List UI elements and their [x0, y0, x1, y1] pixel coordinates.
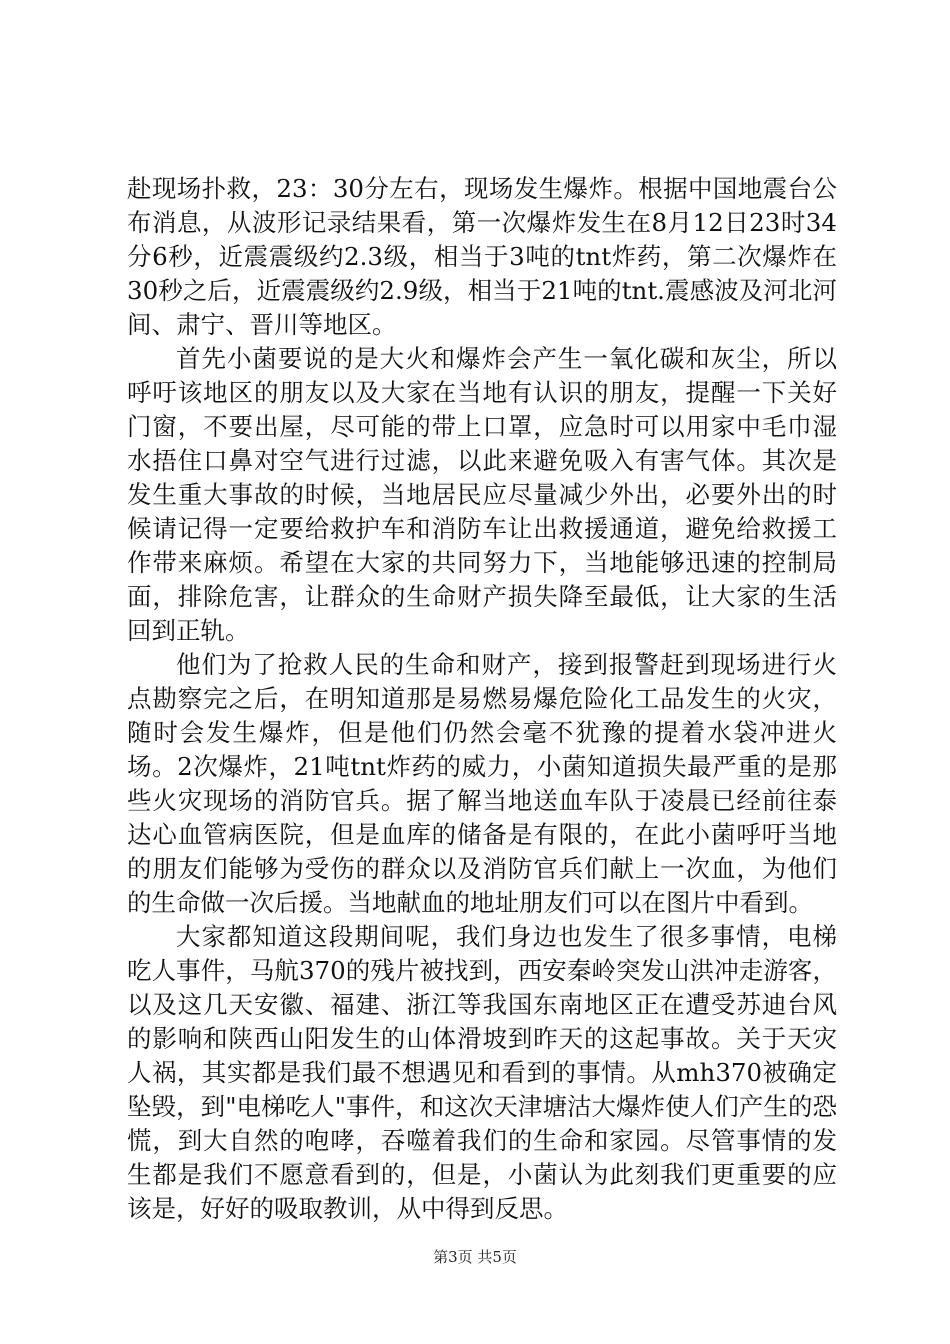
paragraph: 首先小菌要说的是大火和爆炸会产生一氧化碳和灰尘，所以呼吁该地区的朋友以及大家在当地有认识的朋友，提醒一下关好门窗，不要出屋，尽可能的带上口罩，应急时可以用家中毛巾湿水捂住口鼻对空气进行过滤，以此来避免吸入有害气体。其次是发生重大事故的时候，当地居民应尽量减少外出，必要外出的时候请记得一定要给救护车和消防车让出救援通道，避免给救援工作带来麻烦。希望在大家的共同努力下，当地能够迅速的控制局面，排除危害，让群众的生命财产损失降至最低，让大家的生活回到正轨。 — [127, 344, 837, 645]
body-text — [127, 172, 837, 1226]
page-number: 第3页 共5页 — [433, 1248, 517, 1266]
paragraph: 大家都知道这段期间呢，我们身边也发生了很多事情，电梯吃人事件，马航370的残片被找到，西安秦岭突发山洪冲走游客，以及这几天安徽、福建、浙江等我国东南地区正在遭受苏迪台风的影响和陕西山阳发生的山体滑坡到昨天的这起事故。关于天灾人祸，其实都是我们最不想遇见和看到的事情。从mh370被确定坠毁，到"电梯吃人"事件，和这次天津塘沽大爆炸使人们产生的恐慌，到大自然的咆哮，吞噬着我们的生命和家园。尽管事情的发生都是我们不愿意看到的，但是，小菌认为此刻我们更重要的应该是，好好的吸取教训，从中得到反思。 — [127, 922, 837, 1223]
page-footer — [0, 1247, 950, 1267]
paragraph: 他们为了抢救人民的生命和财产，接到报警赶到现场进行火点勘察完之后，在明知道那是易燃易爆危险化工品发生的火灾，随时会发生爆炸，但是他们仍然会毫不犹豫的提着水袋冲进火场。2次爆炸，21吨tnt炸药的威力，小菌知道损失最严重的是那些火灾现场的消防官兵。据了解当地送血车队于凌晨已经前往泰达心血管病医院，但是血库的储备是有限的，在此小菌呼吁当地的朋友们能够为受伤的群众以及消防官兵们献上一次血，为他们的生命做一次后援。当地献血的地址朋友们可以在图片中看到。 — [127, 650, 837, 917]
paragraph-continued: 赴现场扑救，23：30分左右，现场发生爆炸。根据中国地震台公布消息，从波形记录结果看，第一次爆炸发生在8月12日23时34分6秒，近震震级约2.3级，相当于3吨的tnt炸药，第二次爆炸在30秒之后，近震震级约2.9级，相当于21吨的tnt.震感波及河北河间、肃宁、晋川等地区。 — [127, 174, 837, 339]
